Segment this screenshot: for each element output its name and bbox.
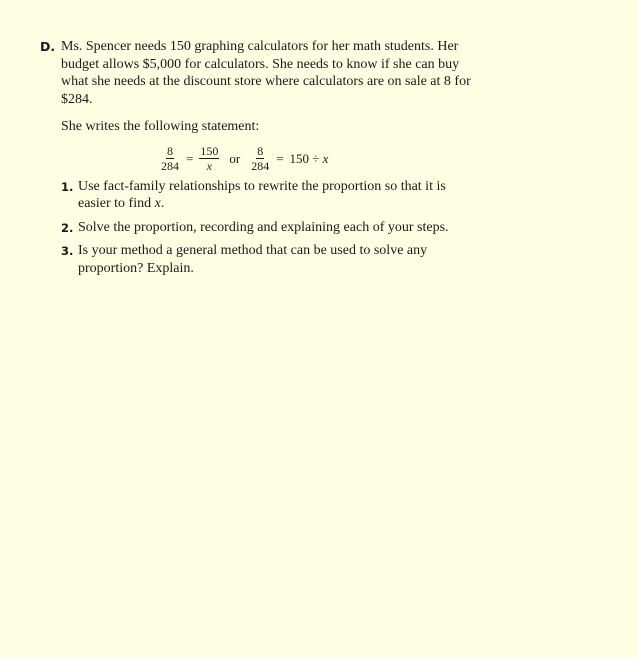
fraction-denominator: 284	[161, 159, 179, 173]
question-list	[40, 178, 480, 278]
equals-sign: =	[186, 150, 194, 166]
problem-body	[61, 38, 480, 277]
proportion-equation	[160, 142, 480, 176]
fraction-numerator: 150	[200, 144, 219, 158]
fraction-150-over-x	[199, 145, 219, 172]
question-item	[40, 178, 476, 213]
division-expression	[290, 150, 329, 168]
question-number: 2.	[61, 220, 74, 235]
question-text: Is your method a general method that can be used to solve any proportion? Explain.	[78, 243, 428, 276]
fraction-numerator: 8	[167, 144, 173, 158]
fraction-denominator: x	[206, 159, 212, 173]
division-value: 150 ÷	[289, 150, 323, 166]
question-text	[78, 179, 446, 212]
problem-letter: D.	[40, 39, 56, 54]
question-number: 1.	[61, 179, 74, 194]
fraction-8-over-284	[160, 145, 180, 172]
question-number: 3.	[61, 244, 74, 258]
statement-intro: She writes the following statement:	[61, 119, 260, 134]
question-item	[40, 242, 476, 277]
fraction-numerator: 8	[257, 144, 264, 158]
question-text-end: .	[160, 196, 165, 211]
fraction-denominator: 284	[251, 159, 270, 173]
problem-d	[40, 38, 480, 283]
question-item	[40, 219, 476, 237]
problem-intro: Ms. Spencer needs 150 graphing calculators for her math students. Her budget allows $5,000 for calculators. She needs to know if she can buy what she needs at the discount store where calculators are on sale at 8 for $284.	[61, 39, 471, 107]
fraction-8-over-284-alt	[250, 145, 270, 172]
or-word: or	[229, 150, 241, 166]
equals-sign: =	[276, 150, 284, 166]
question-variable: x	[154, 196, 161, 211]
division-variable: x	[322, 150, 329, 166]
question-text: Solve the proportion, recording and explaining each of your steps.	[78, 219, 449, 235]
question-text-main: Use fact-family relationships to rewrite the proportion so that it is easier to find	[78, 178, 446, 211]
